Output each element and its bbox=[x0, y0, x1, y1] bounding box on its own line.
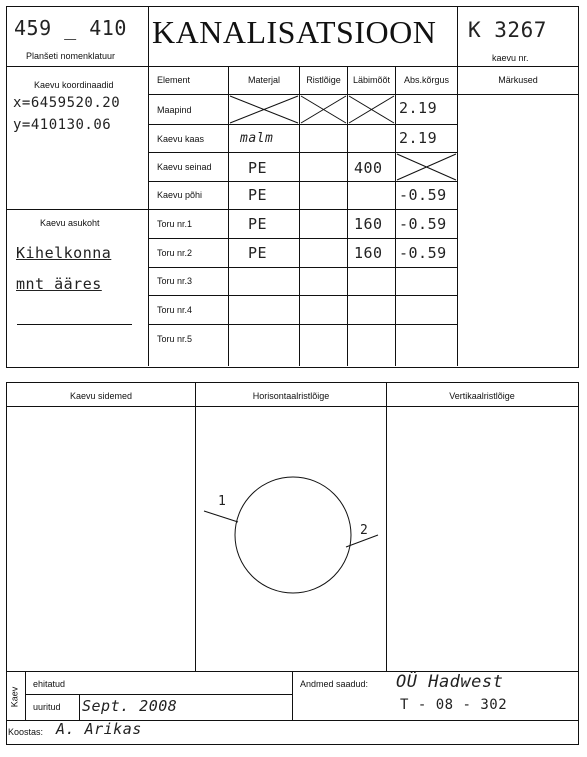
well-circle bbox=[235, 477, 351, 593]
row-element: Kaevu kaas bbox=[157, 134, 205, 144]
header-labimoot: Läbimõõt bbox=[352, 75, 391, 85]
row-element: Toru nr.2 bbox=[157, 248, 193, 258]
header-markused: Märkused bbox=[498, 75, 538, 85]
row-element: Toru nr.4 bbox=[157, 305, 193, 315]
cell-labimoot: 400 bbox=[354, 159, 383, 177]
cell-labimoot: 160 bbox=[354, 215, 383, 233]
cell-abs: -0.59 bbox=[399, 186, 447, 204]
cell-abs: 2.19 bbox=[399, 129, 438, 147]
cell-materjal: PE bbox=[248, 186, 268, 204]
andmed-label: Andmed saadud: bbox=[300, 679, 369, 689]
andmed-value-1: OÜ Hadwest bbox=[396, 672, 504, 692]
cell-materjal: PE bbox=[248, 159, 268, 177]
cross-out-mark bbox=[396, 153, 457, 181]
row-element: Maapind bbox=[157, 105, 192, 115]
row-element: Kaevu seinad bbox=[157, 162, 212, 172]
well-number-label: kaevu nr. bbox=[492, 53, 529, 63]
cell-materjal: malm bbox=[240, 131, 274, 146]
nomenclature-value: 459 _ 410 bbox=[14, 16, 127, 40]
cell-materjal: PE bbox=[248, 215, 268, 233]
ehitatud-label: ehitatud bbox=[33, 679, 66, 689]
kaev-label: Kaev bbox=[9, 686, 20, 708]
section-vertikaal: Vertikaalristlõige bbox=[449, 391, 515, 401]
location-line2: mnt ääres bbox=[16, 275, 102, 293]
horizontal-section-diagram bbox=[196, 407, 386, 671]
section-horisontaal: Horisontaalristlõige bbox=[252, 391, 330, 401]
cell-abs: -0.59 bbox=[399, 244, 447, 262]
row-element: Toru nr.1 bbox=[157, 219, 193, 229]
row-element: Toru nr.3 bbox=[157, 276, 193, 286]
cross-out-mark bbox=[348, 95, 395, 124]
cross-out-mark bbox=[300, 95, 347, 124]
location-label: Kaevu asukoht bbox=[40, 218, 100, 228]
coordinate-x: x=6459520.20 bbox=[13, 95, 121, 111]
cross-out-mark bbox=[229, 95, 299, 124]
andmed-value-2: T - 08 - 302 bbox=[400, 697, 508, 713]
pipe-1-line bbox=[204, 511, 238, 522]
nomenclature-label: Planšeti nomenklatuur bbox=[26, 51, 116, 61]
coordinates-label: Kaevu koordinaadid bbox=[34, 80, 114, 90]
row-element: Kaevu põhi bbox=[157, 190, 203, 200]
cell-materjal: PE bbox=[248, 244, 268, 262]
cell-labimoot: 160 bbox=[354, 244, 383, 262]
pipe-1-label: 1 bbox=[218, 494, 227, 509]
header-materjal: Materjal bbox=[247, 75, 280, 85]
page-title: KANALISATSIOON bbox=[152, 14, 437, 50]
row-element: Toru nr.5 bbox=[157, 334, 193, 344]
koostas-label: Koostas: bbox=[8, 727, 44, 737]
section-sidemed: Kaevu sidemed bbox=[69, 391, 133, 401]
header-element: Element bbox=[157, 75, 191, 85]
header-abs-korgus: Abs.kõrgus bbox=[403, 75, 450, 85]
header-ristloige: Ristlõige bbox=[306, 75, 341, 85]
well-number-value: K 3267 bbox=[468, 18, 547, 42]
cell-abs: 2.19 bbox=[399, 99, 438, 117]
koostas-value: A. Arikas bbox=[56, 720, 142, 738]
coordinate-y: y=410130.06 bbox=[13, 117, 112, 133]
pipe-2-label: 2 bbox=[360, 523, 369, 538]
uuritud-label: uuritud bbox=[33, 702, 61, 712]
cell-abs: -0.59 bbox=[399, 215, 447, 233]
location-line1: Kihelkonna bbox=[16, 244, 112, 262]
uuritud-value: Sept. 2008 bbox=[82, 697, 178, 715]
